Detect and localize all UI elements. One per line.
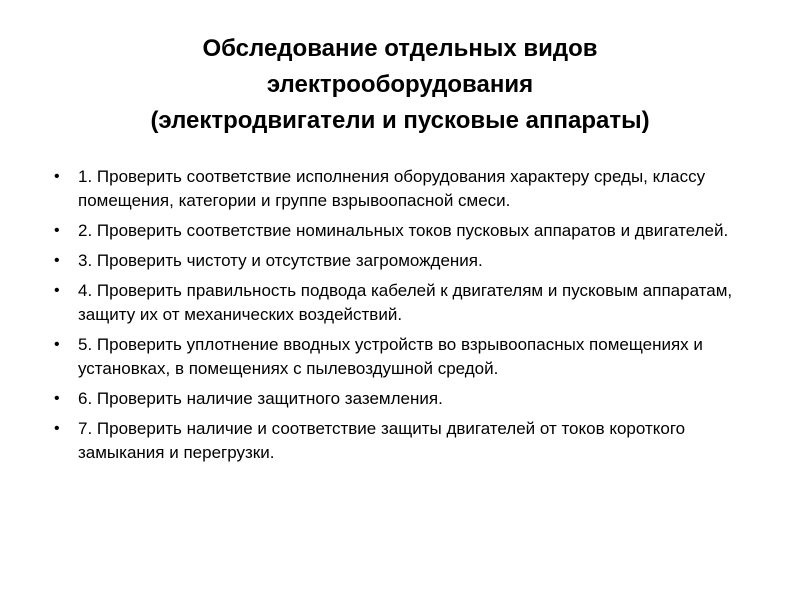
list-item xyxy=(0,165,743,213)
list-item-text: 7. Проверить наличие и соответствие защиты двигателей от токов короткого замыкания и перегрузки. xyxy=(78,419,686,462)
list-item xyxy=(0,279,743,327)
list-item xyxy=(0,249,743,273)
list-item-text: 5. Проверить уплотнение вводных устройств во взрывоопасных помещениях и установках, в помещениях с пылевоздушной средой. xyxy=(78,335,703,378)
bullet-icon: • xyxy=(54,282,60,299)
list-item-text: 4. Проверить правильность подвода кабелей к двигателям и пусковым аппаратам, защиту их от механических воздействий. xyxy=(78,281,733,324)
bullet-icon: • xyxy=(54,168,60,185)
title-line: (электродвигатели и пусковые аппараты) xyxy=(150,107,650,134)
title-line: электрооборудования xyxy=(266,71,534,98)
list-item-text: 6. Проверить наличие защитного заземления. xyxy=(78,389,443,408)
bullet-icon: • xyxy=(54,336,60,353)
bullet-icon: • xyxy=(54,252,60,269)
list-item xyxy=(0,387,743,411)
list-item xyxy=(0,417,743,465)
list-item xyxy=(0,219,743,243)
bullet-list xyxy=(0,165,800,471)
list-item xyxy=(0,333,743,381)
list-item-text: 2. Проверить соответствие номинальных токов пусковых аппаратов и двигателей. xyxy=(78,221,729,240)
title-line: Обследование отдельных видов xyxy=(202,35,598,62)
bullet-icon: • xyxy=(54,420,60,437)
list-item-text: 3. Проверить чистоту и отсутствие загромождения. xyxy=(78,251,483,270)
bullet-icon: • xyxy=(54,390,60,407)
list-item-text: 1. Проверить соответствие исполнения оборудования характеру среды, классу помещения, категории и группе взрывоопасной смеси. xyxy=(78,167,706,210)
bullet-icon: • xyxy=(54,222,60,239)
slide-title xyxy=(40,31,760,139)
